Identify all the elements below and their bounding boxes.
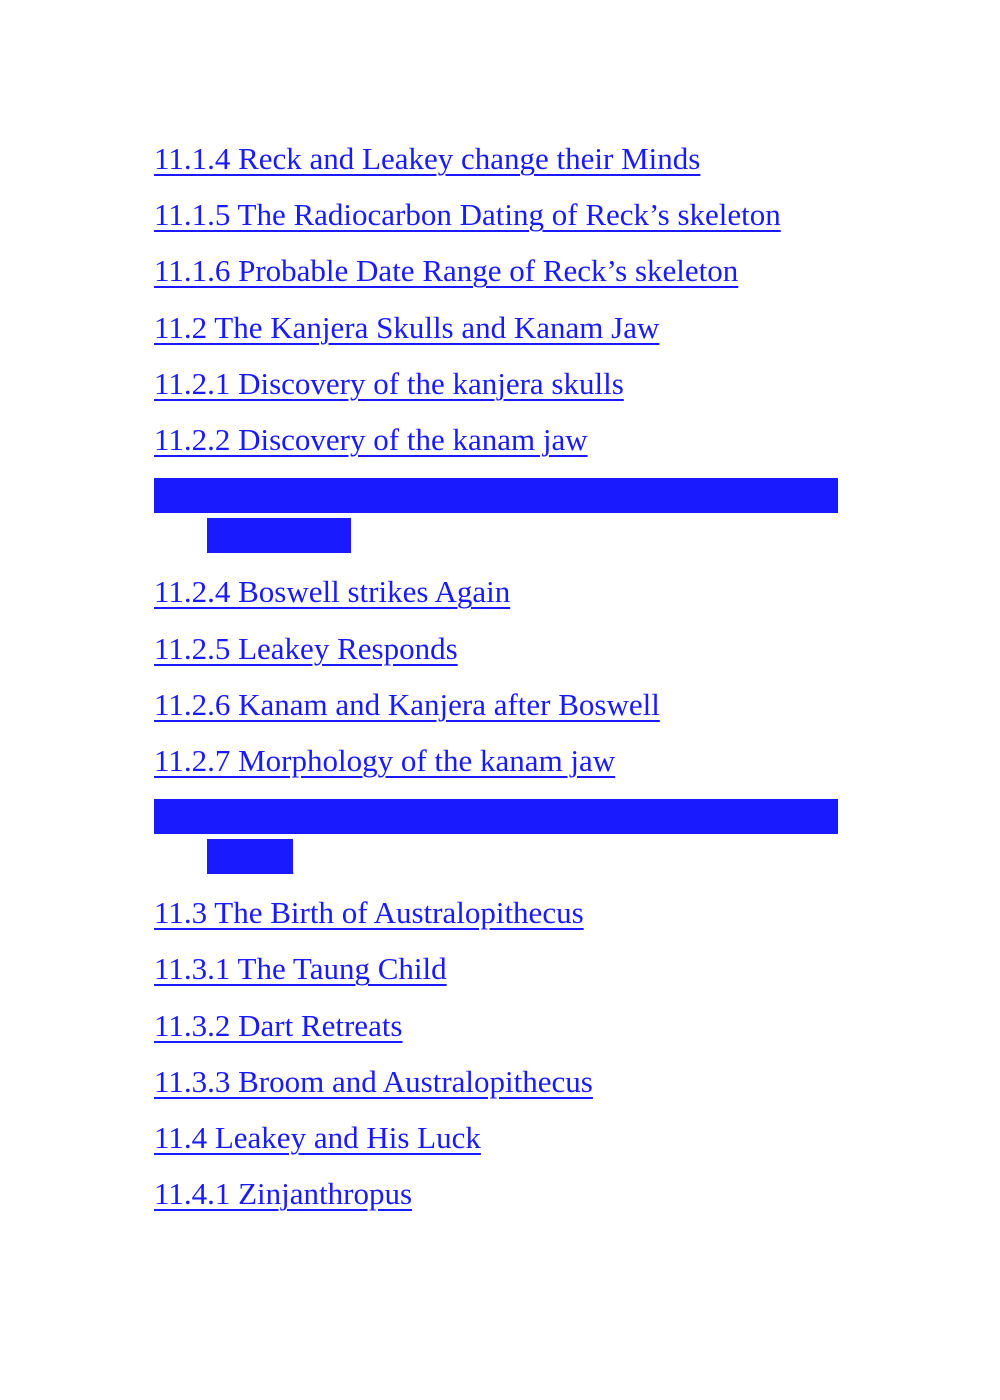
toc-link[interactable]: 11.3.3 Broom and Australopithecus xyxy=(154,1063,593,1099)
toc-entry-11-2-6[interactable] xyxy=(154,685,838,725)
toc-link[interactable]: 11.2.1 Discovery of the kanjera skulls xyxy=(154,365,624,401)
toc-link[interactable]: 11.3 The Birth of Australopithecus xyxy=(154,895,584,931)
toc-entry-11-3-2[interactable] xyxy=(154,1006,838,1046)
toc-link[interactable]: 11.2.4 Boswell strikes Again xyxy=(154,574,511,610)
toc-link[interactable]: 11.3.2 Dart Retreats xyxy=(154,1007,403,1043)
toc-link[interactable]: 11.4.1 Zinjanthropus xyxy=(154,1176,413,1212)
toc-link[interactable]: 11.2.7 Morphology of the kanam jaw xyxy=(154,742,616,778)
toc-entry-11-2[interactable] xyxy=(154,308,838,348)
toc-link[interactable]: 11.2.2 Discovery of the kanam jaw xyxy=(154,421,588,457)
toc-link[interactable]: 11.1.6 Probable Date Range of Reck’s skeleton xyxy=(154,253,739,289)
toc-link[interactable]: 11.2.5 Leakey Responds xyxy=(154,630,458,666)
toc-link[interactable]: 11.4 Leakey and His Luck xyxy=(154,1120,481,1155)
toc-link[interactable]: 11.2.3 A commission of scientists Decides on kanam and kanjera xyxy=(154,478,838,554)
toc-link[interactable]: 11.2.8 Chemical Testing Of the Kanam And Kanjera Fossils xyxy=(154,799,838,875)
toc-entry-11-2-3[interactable] xyxy=(154,476,838,556)
toc-entry-11-2-5[interactable] xyxy=(154,629,838,669)
toc-entry-11-2-1[interactable] xyxy=(154,364,838,404)
toc-entry-11-1-4[interactable] xyxy=(154,139,838,179)
toc-entry-11-2-4[interactable] xyxy=(154,572,838,612)
toc-entry-11-2-2[interactable] xyxy=(154,420,838,460)
toc-entry-11-3-1[interactable] xyxy=(154,949,838,989)
toc-entry-11-4-1[interactable] xyxy=(154,1174,838,1214)
toc-link[interactable]: 11.1.5 The Radiocarbon Dating of Reck’s skeleton xyxy=(154,197,781,233)
toc-entry-11-2-7[interactable] xyxy=(154,741,838,781)
toc-entry-11-3-3[interactable] xyxy=(154,1062,838,1102)
toc-entry-11-3[interactable] xyxy=(154,893,838,933)
table-of-contents xyxy=(154,139,838,1230)
toc-entry-11-4[interactable] xyxy=(154,1118,838,1158)
toc-link[interactable]: 11.1.4 Reck and Leakey change their Minds xyxy=(154,141,701,176)
toc-link[interactable]: 11.2.6 Kanam and Kanjera after Boswell xyxy=(154,686,660,722)
toc-entry-11-2-8[interactable] xyxy=(154,797,838,877)
toc-link[interactable]: 11.3.1 The Taung Child xyxy=(154,951,447,987)
toc-entry-11-1-6[interactable] xyxy=(154,251,838,291)
toc-link[interactable]: 11.2 The Kanjera Skulls and Kanam Jaw xyxy=(154,309,660,345)
toc-entry-11-1-5[interactable] xyxy=(154,195,838,235)
